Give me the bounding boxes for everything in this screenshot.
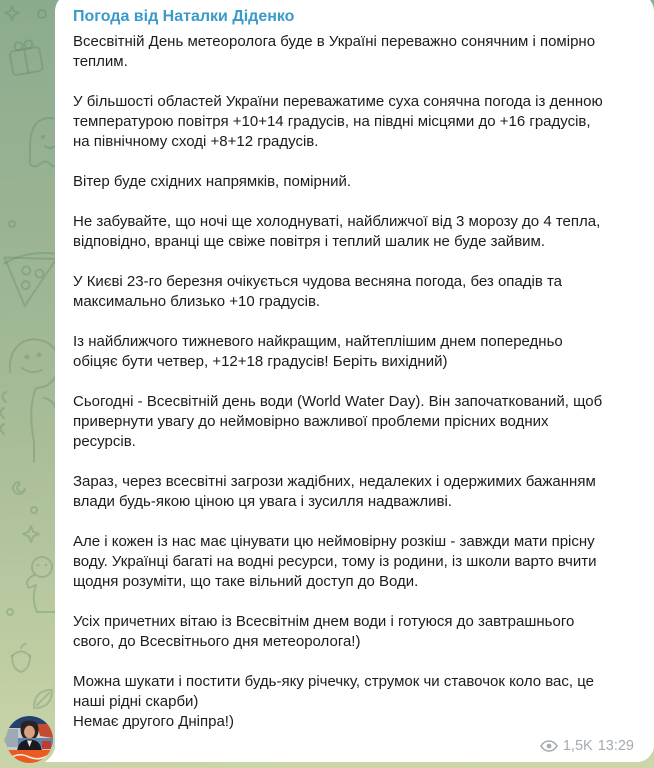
channel-avatar[interactable] [6,716,53,763]
leaf-doodle [34,690,52,708]
views-count: 1,5K [562,738,593,754]
gift-doodle [8,39,43,76]
message-paragraph: Усіх причетних вітаю із Всесвітнім днем води і готуюся до завтрашнього свого, до Всесвітнього дня метеоролога!) [73,613,579,650]
spiral-doodle [13,482,25,494]
acorn-doodle [12,644,30,672]
message-paragraph: Із найближчого тижневого найкращим, найтеплішим днем попередньо обіцяє бути четвер, +12+18 градусів! Беріть вихідний) [73,333,567,370]
views-eye-icon [540,740,558,752]
message-bubble [55,0,654,762]
message-paragraph: Зараз, через всесвітні загрози жадібних, недалеких і одержимих бажанням влади будь-якою ціною ця увага і зусилля надважливі. [73,473,600,510]
message-paragraph: Але і кожен із нас має цінувати цю неймовірну розкіш - завжди мати прісну воду. Українці багаті на водні ресурси, тому із родини, із школи варто вчити щодня розуміти, що таке вільний доступ до Води. [73,533,601,590]
message-paragraph: Всесвітній День метеоролога буде в Україні переважно сонячним і помірно теплим. [73,33,600,70]
avatar-image [6,716,53,763]
message-time: 13:29 [597,738,634,754]
channel-name[interactable]: Погода від Наталки Діденко [73,8,295,25]
message-paragraph: У більшості областей України переважатиме суха сонячна погода із денною температурою повітря +10+14 градусів, на півдні місцями до +16 градусів, на північному сході +8+12 градусів. [73,93,607,150]
message-meta [540,738,634,754]
dinosaur-doodle [1,339,60,462]
message-paragraph: Можна шукати і постити будь-яку річечку, струмок чи ставочок коло вас, це наші рідні скарби) Немає другого Дніпра!) [73,673,594,730]
message-text [73,32,607,732]
message-paragraph: Не забувайте, що ночі ще холоднуваті, найближчої від 3 морозу до 4 тепла, відповідно, вранці ще свіже повітря і теплий шалик не буде зайвим. [73,213,605,250]
star-doodle [23,526,39,542]
message-paragraph: Вітер буде східних напрямків, помірний. [73,173,352,190]
message-paragraph: Сьогодні - Всесвітній день води (World Water Day). Він започаткований, щоб привернути увагу до неймовірно важливої проблеми прісних водних ресурсів. [73,393,607,450]
message-paragraph: У Києві 23-го березня очікується чудова весняна погода, без опадів та максимально близько +10 градусів. [73,273,567,310]
